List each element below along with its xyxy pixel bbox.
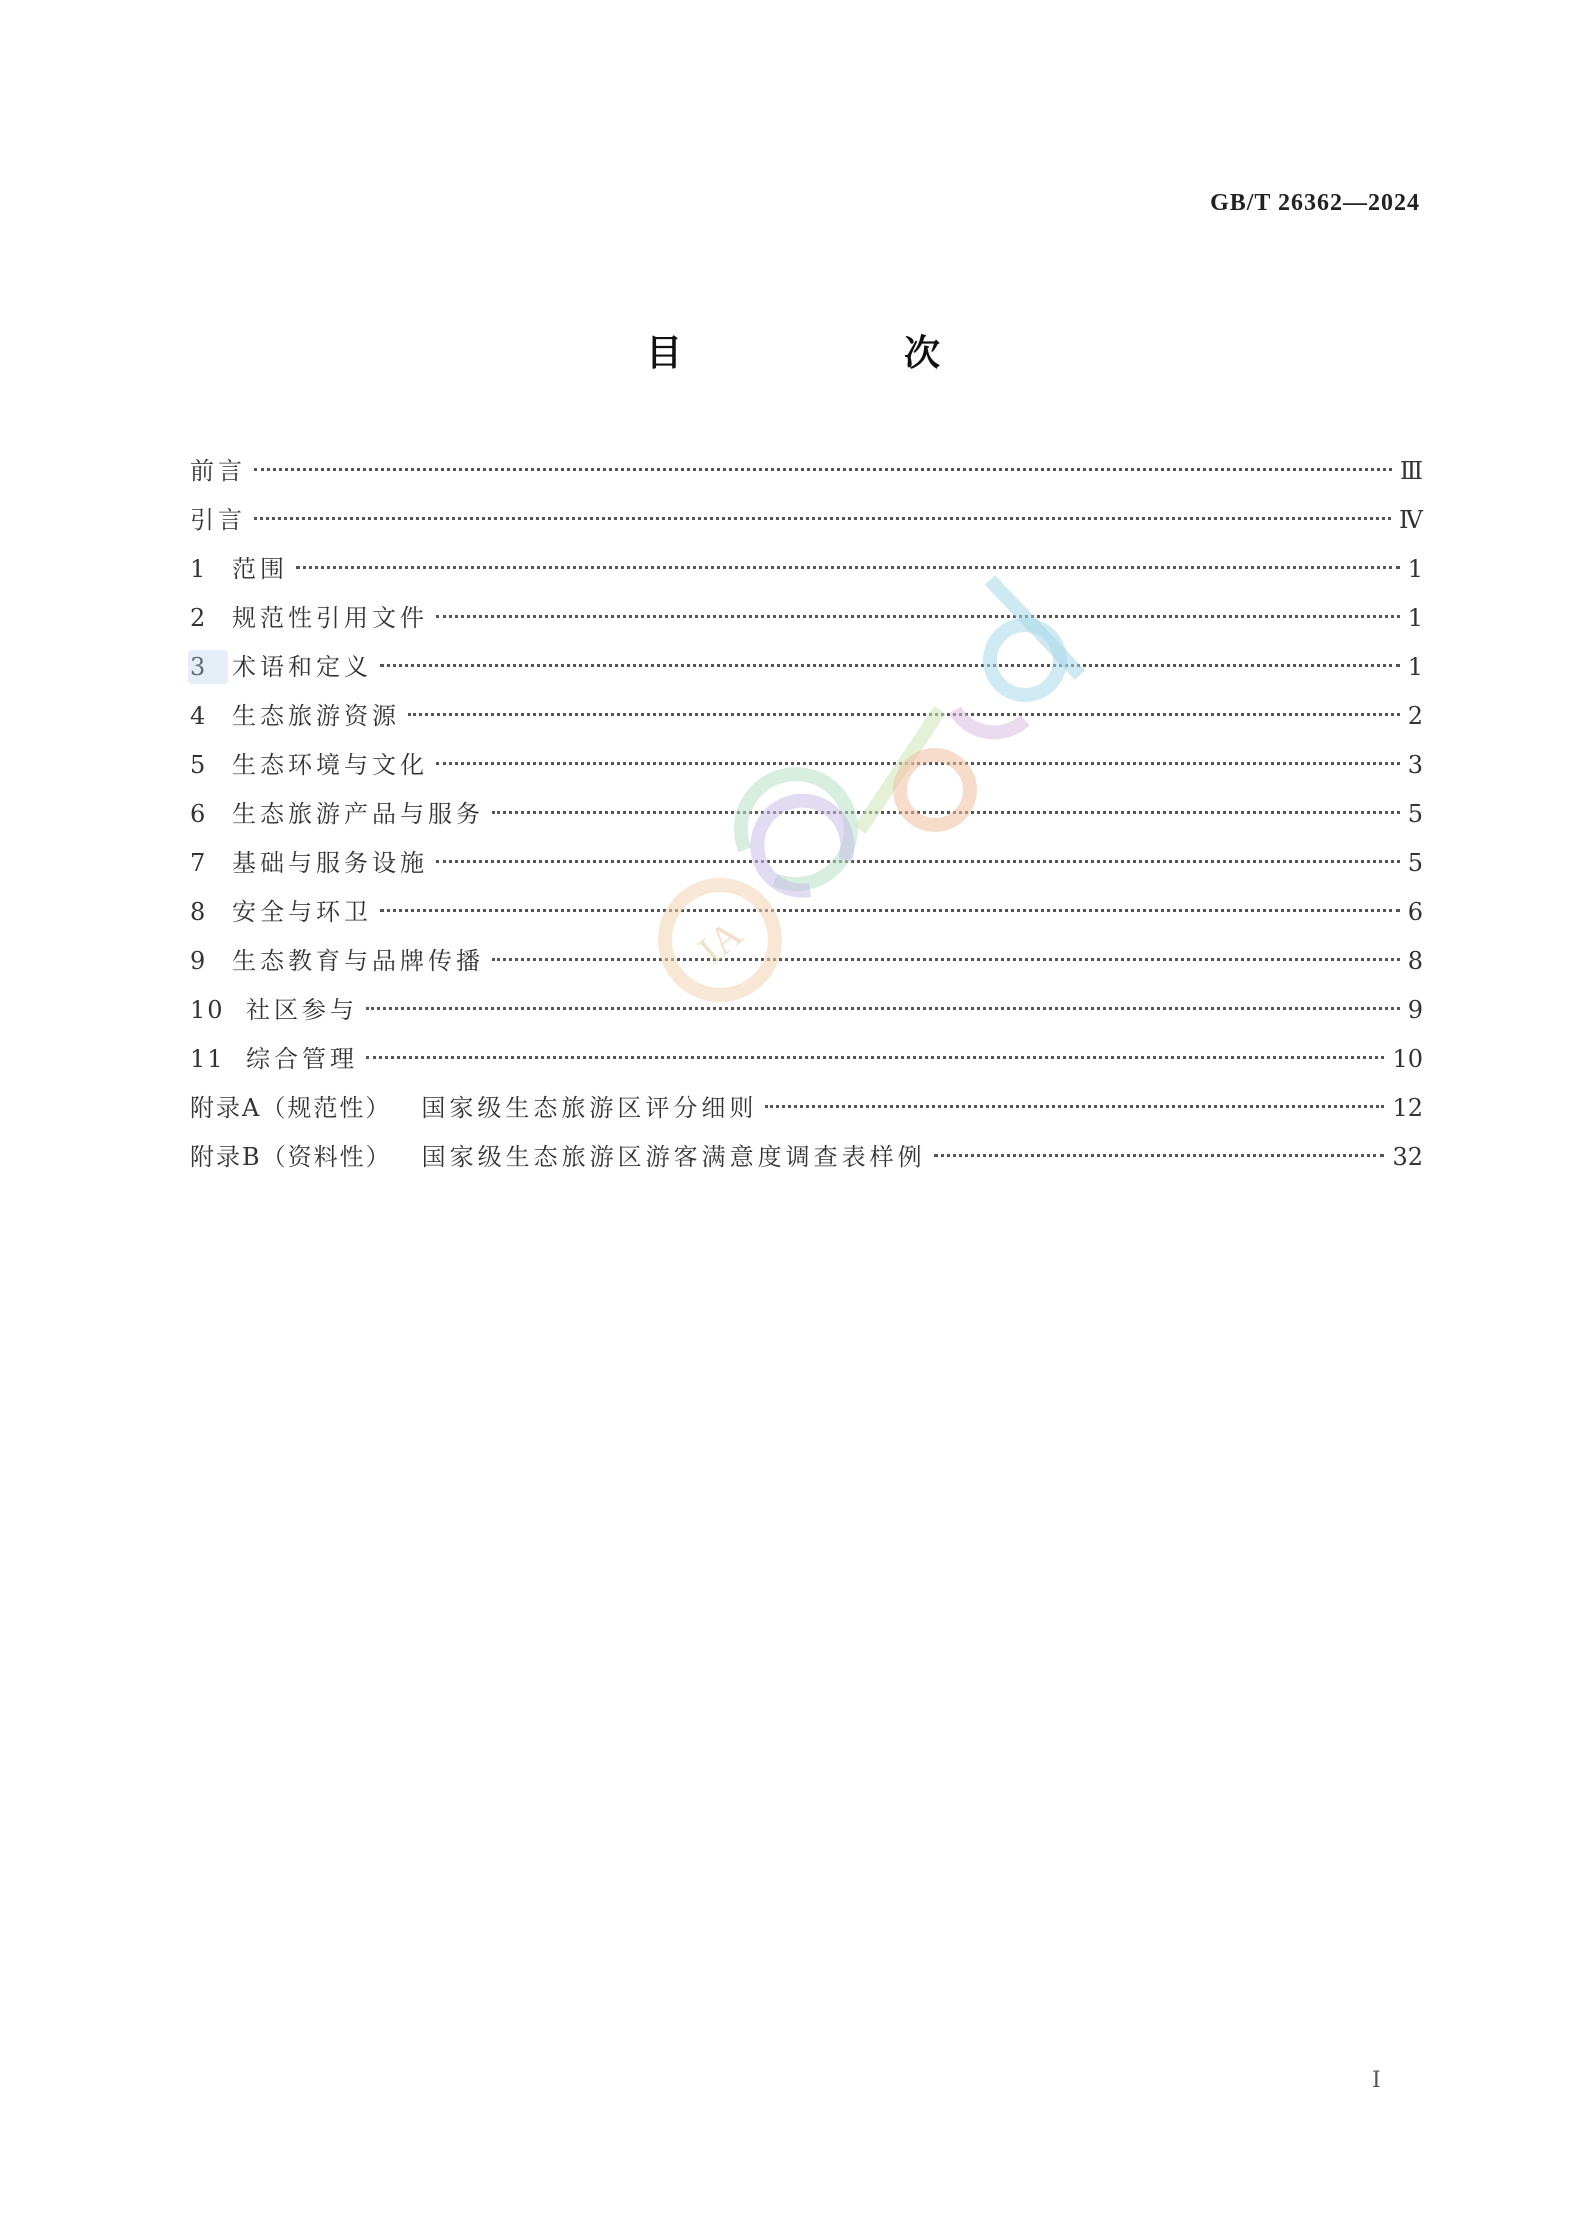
toc-number: 附录A（规范性）	[190, 1094, 392, 1122]
dot-leader	[492, 811, 1400, 814]
toc-entry[interactable]	[190, 750, 1423, 799]
toc-entry[interactable]	[190, 701, 1423, 750]
toc-number: 附录B（资料性）	[190, 1143, 392, 1171]
toc-page-number: 6	[1407, 898, 1423, 926]
toc-number: 3	[190, 653, 208, 681]
toc-entry[interactable]	[190, 995, 1423, 1044]
dot-leader	[765, 1105, 1384, 1108]
toc-number: 6	[190, 800, 208, 828]
toc-label: 基础与服务设施	[232, 849, 428, 877]
toc-label: 生态旅游资源	[232, 702, 400, 730]
watermark-badge	[188, 650, 228, 684]
toc-label: 范围	[232, 555, 288, 583]
toc-entry[interactable]	[190, 848, 1423, 897]
dot-leader	[296, 566, 1400, 569]
dot-leader	[254, 517, 1391, 520]
table-of-contents	[190, 456, 1423, 1191]
dot-leader	[254, 468, 1392, 471]
toc-number: 2	[190, 604, 208, 632]
toc-label: 前言	[190, 457, 246, 485]
toc-label: 国家级生态旅游区评分细则	[421, 1094, 758, 1122]
toc-page-number: 8	[1407, 947, 1423, 975]
toc-label: 规范性引用文件	[232, 604, 428, 632]
dot-leader	[380, 909, 1400, 912]
toc-page-number: 1	[1407, 653, 1423, 681]
page-title: 目 次	[645, 333, 990, 374]
toc-number: 9	[190, 947, 208, 975]
toc-entry[interactable]	[190, 652, 1423, 701]
toc-label: 国家级生态旅游区游客满意度调查表样例	[421, 1143, 926, 1171]
toc-number: 5	[190, 751, 208, 779]
toc-page-number: 5	[1407, 849, 1423, 877]
toc-page-number: 3	[1407, 751, 1423, 779]
toc-entry[interactable]	[190, 1093, 1423, 1142]
dot-leader	[380, 664, 1400, 667]
dot-leader	[366, 1056, 1384, 1059]
toc-entry[interactable]	[190, 1044, 1423, 1093]
toc-page-number: 1	[1407, 604, 1423, 632]
standard-number: GB/T 26362—2024	[1210, 190, 1420, 216]
toc-page-number: 32	[1392, 1143, 1423, 1171]
toc-number: 11	[190, 1045, 225, 1073]
toc-number: 1	[190, 555, 208, 583]
toc-label: 安全与环卫	[232, 898, 372, 926]
svg-text:IA: IA	[689, 910, 751, 973]
dot-leader	[366, 1007, 1400, 1010]
toc-page-number: 12	[1392, 1094, 1423, 1122]
toc-entry[interactable]	[190, 946, 1423, 995]
toc-page-number: 9	[1407, 996, 1423, 1024]
toc-label: 引言	[190, 506, 246, 534]
toc-number: 8	[190, 898, 208, 926]
toc-number: 7	[190, 849, 208, 877]
toc-page-number: Ⅲ	[1399, 457, 1423, 485]
toc-entry[interactable]	[190, 1142, 1423, 1191]
toc-entry[interactable]	[190, 554, 1423, 603]
page-number: I	[1372, 2068, 1381, 2093]
toc-label: 综合管理	[246, 1045, 358, 1073]
dot-leader	[436, 762, 1400, 765]
toc-entry[interactable]	[190, 799, 1423, 848]
toc-label: 生态教育与品牌传播	[232, 947, 484, 975]
toc-label: 生态环境与文化	[232, 751, 428, 779]
toc-page-number: 5	[1407, 800, 1423, 828]
toc-number: 4	[190, 702, 208, 730]
dot-leader	[934, 1154, 1385, 1157]
toc-label: 生态旅游产品与服务	[232, 800, 484, 828]
toc-label: 术语和定义	[232, 653, 372, 681]
toc-page-number: 1	[1407, 555, 1423, 583]
toc-label: 社区参与	[246, 996, 358, 1024]
toc-page-number: 10	[1392, 1045, 1423, 1073]
toc-page-number: 2	[1407, 702, 1423, 730]
dot-leader	[436, 615, 1400, 618]
toc-entry[interactable]	[190, 897, 1423, 946]
dot-leader	[436, 860, 1400, 863]
dot-leader	[408, 713, 1400, 716]
toc-entry[interactable]	[190, 603, 1423, 652]
toc-page-number: Ⅳ	[1399, 506, 1423, 534]
dot-leader	[492, 958, 1400, 961]
toc-entry[interactable]	[190, 456, 1423, 505]
toc-entry[interactable]	[190, 505, 1423, 554]
toc-number: 10	[190, 996, 225, 1024]
